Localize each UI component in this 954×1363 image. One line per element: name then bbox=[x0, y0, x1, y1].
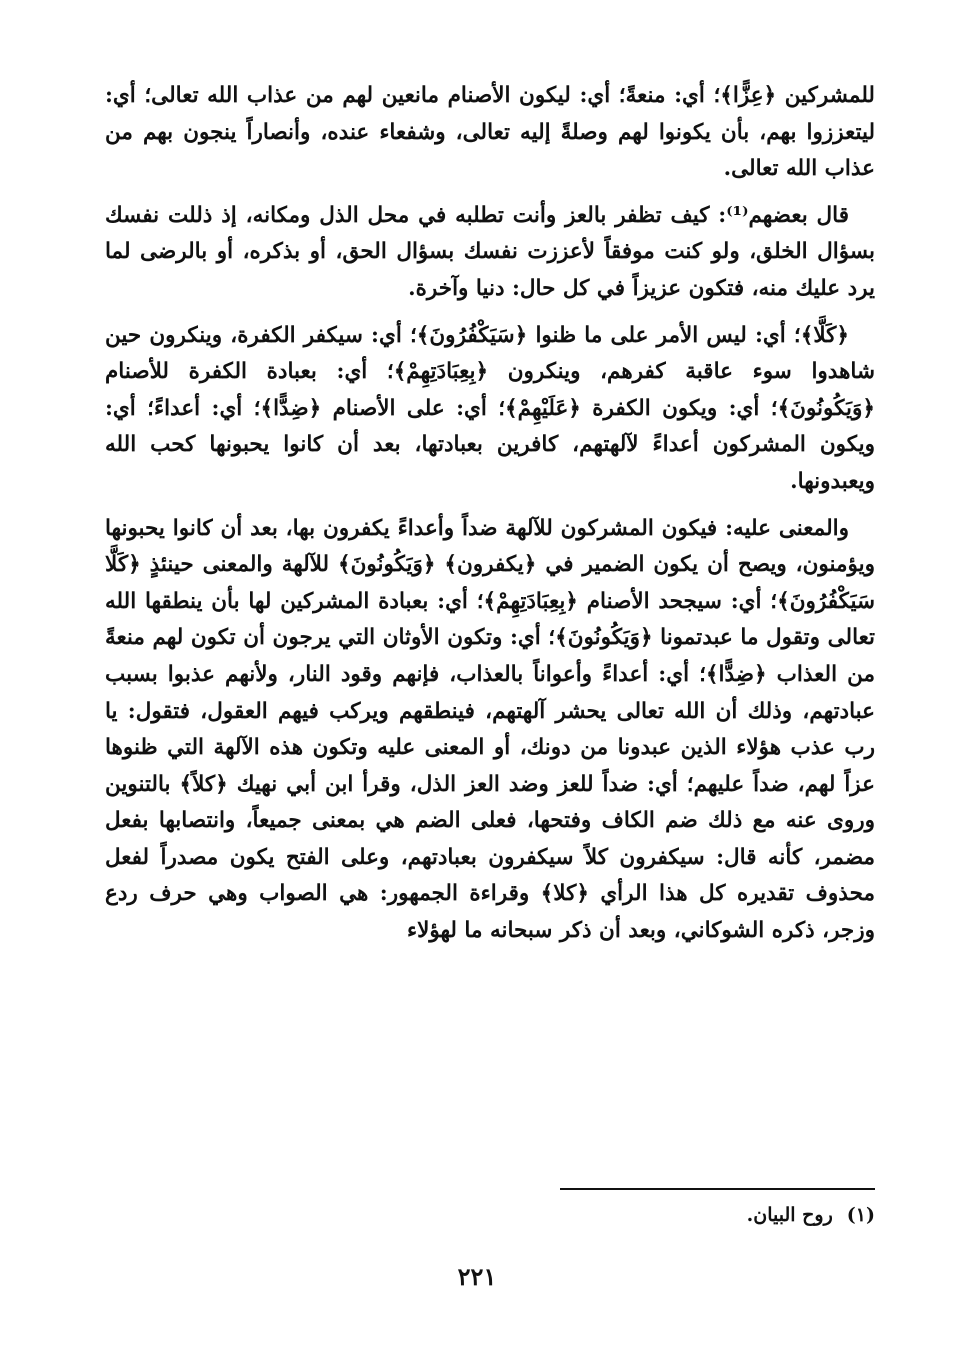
paragraph-4 bbox=[105, 511, 875, 950]
footnote-marker: (١) bbox=[846, 1204, 875, 1226]
paragraph-1 bbox=[105, 78, 875, 188]
page-number: ٢٢١ bbox=[457, 1262, 497, 1291]
paragraph-1-text: للمشركين ﴿عِزًّا﴾؛ أي: منعةً؛ أي: ليكون الأصنام مانعين لهم من عذاب الله تعالى؛ أي: ليتعززوا بهم، بأن يكونوا لهم وصلةً إليه تعالى، وشفعاء عنده، وأنصاراً ينجون بهم من عذاب الله تعالى. bbox=[105, 83, 875, 182]
paragraph-2-text: قال بعضهم⁽¹⁾: كيف تظفر بالعز وأنت تطلبه في محل الذل ومكانه، إذ ذللت نفسك بسؤال الخلق، ولو كنت موفقاً لأعززت نفسك بسؤال الحق، أو بذكره، أو بالرضى لما يرد عليك منه، فتكون عزيزاً في كل حال: دنيا وآخرة. bbox=[105, 202, 875, 301]
footnote-text: روح البيان. bbox=[746, 1204, 833, 1226]
footnote bbox=[105, 1204, 875, 1226]
main-text-block bbox=[105, 78, 875, 960]
paragraph-4-lead: والمعنى عليه: bbox=[725, 515, 850, 541]
footnote-divider bbox=[560, 1188, 875, 1190]
paragraph-3-text: ﴿كَلَّا﴾؛ أي: ليس الأمر على ما ظنوا ﴿سَيَكْفُرُونَ﴾؛ أي: سيكفر الكفرة، وينكرون حين شاهدوا سوء عاقبة كفرهم، وينكرون ﴿بِعِبَادَتِهِمْ﴾؛ أي: بعبادة الكفرة للأصنام ﴿وَيَكُونُونَ﴾؛ أي: ويكون الكفرة ﴿عَلَيْهِمْ﴾؛ أي: على الأصنام ﴿ضِدًّا﴾؛ أي: أعداءً؛ أي: ويكون المشركون أعداءً لآلهتهم، كافرين بعبادتها، بعد أن كانوا يحبونها كحب الله ويعبدونها. bbox=[105, 322, 875, 494]
paragraph-2 bbox=[105, 198, 875, 308]
paragraph-3 bbox=[105, 318, 875, 501]
paragraph-4-text: فيكون المشركون للآلهة ضداً وأعداءً يكفرون بها، بعد أن كانوا يحبونها ويؤمنون، ويصح أن يكون الضمير في ﴿يكفرون﴾ ﴿وَيَكُونُونَ﴾ للآلهة والمعنى حينئذٍ ﴿كَلَّا سَيَكْفُرُونَ﴾؛ أي: سيجحد الأصنام ﴿بِعِبَادَتِهِمْ﴾؛ أي: بعبادة المشركين لها بأن ينطقها الله تعالى وتقول ما عبدتمونا ﴿وَيَكُونُونَ﴾؛ أي: وتكون الأوثان التي يرجون أن تكون لهم منعةً من العذاب ﴿ضِدًّا﴾؛ أي: أعداءً وأعواناً بالعذاب، فإنهم وقود النار، ولأنهم عذبوا بسبب عبادتهم، وذلك أن الله تعالى يحشر آلهتهم، فينطقهم ويركب فيهم العقول، فتقول: يا رب عذب هؤلاء الذين عبدونا من دونك، أو المعنى عليه وتكون هذه الآلهة التي ظنوها عزاً لهم، ضداً عليهم؛ أي: ضداً للعز وضد العز الذل، وقرأ ابن أبي نهيك ﴿كلاً﴾ بالتنوين وروى عنه مع ذلك ضم الكاف وفتحها، فعلى الضم هي بمعنى جميعاً، وانتصابها بفعل مضمر، كأنه قال: سيكفرون كلاً سيكفرون بعبادتهم، وعلى الفتح يكون مصدراً لفعل محذوف تقديره كل هذا الرأي ﴿كلا﴾ وقراءة الجمهور: هي الصواب وهي حرف ردع وزجر، ذكره الشوكاني، وبعد أن ذكر سبحانه ما لهؤلاء bbox=[105, 515, 875, 944]
